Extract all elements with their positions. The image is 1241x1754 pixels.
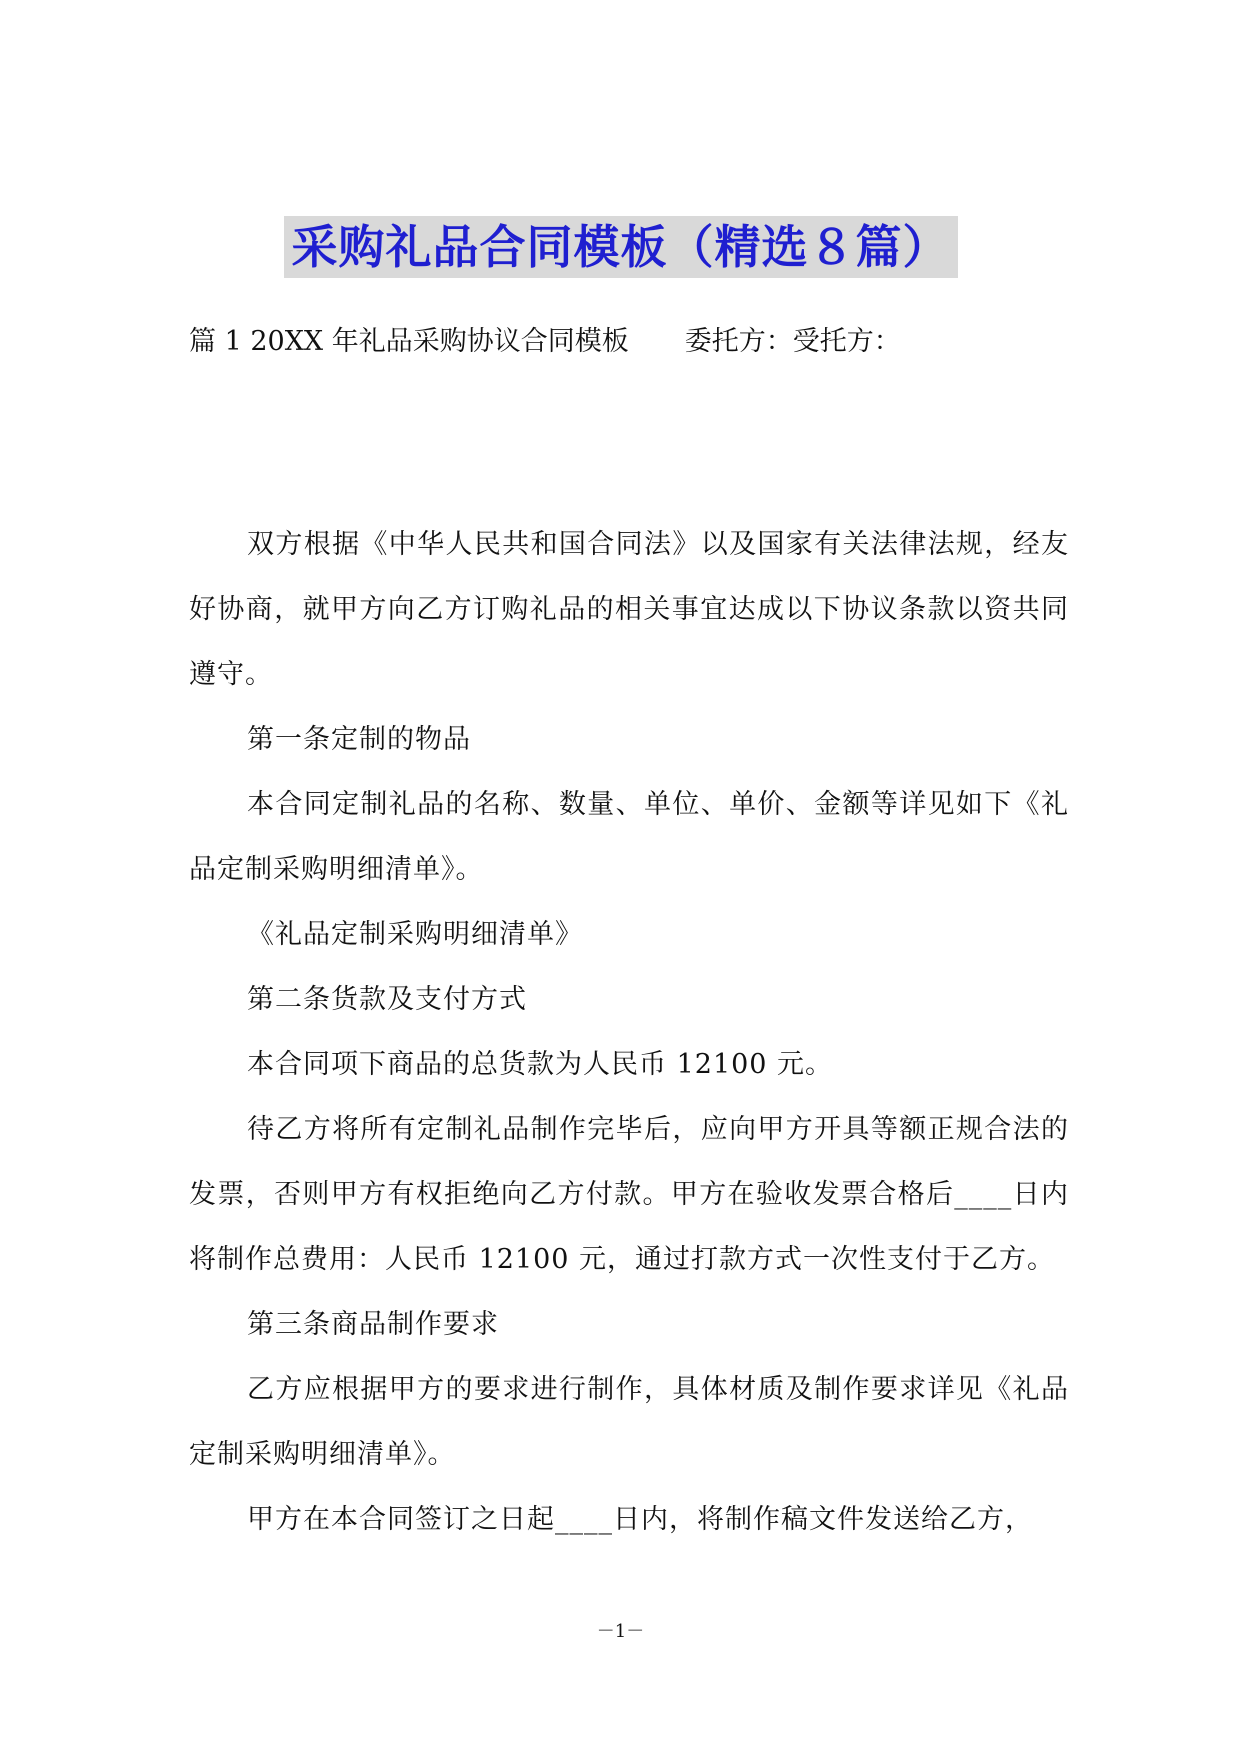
article-2-total: 本合同项下商品的总货款为人民币 12100 元。 [247, 1049, 834, 1080]
article-1-heading: 第一条定制的物品 [247, 724, 471, 755]
list-title: 《礼品定制采购明细清单》 [247, 919, 583, 950]
article-3-text: 乙方应根据甲方的要求进行制作，具体材质及制作要求详见《礼品定制采购明细清单》。 [189, 1374, 1069, 1470]
article-1-text: 本合同定制礼品的名称、数量、单位、单价、金额等详见如下《礼品定制采购明细清单》。 [189, 789, 1069, 885]
article-2-heading: 第二条货款及支付方式 [247, 984, 527, 1015]
article-2-payment: 待乙方将所有定制礼品制作完毕后，应向甲方开具等额正规合法的发票，否则甲方有权拒绝向乙方付款。甲方在验收发票合格后____日内将制作总费用：人民币 12100 元，通过打款方式一次性支付于乙方。 [189, 1114, 1069, 1275]
subheading-left: 篇 1 20XX 年礼品采购协议合同模板 [189, 326, 629, 357]
title-container [0, 216, 1241, 278]
subheading-right: 委托方：受托方： [684, 326, 901, 357]
document-title: 采购礼品合同模板（精选８篇） [284, 216, 958, 278]
paragraph-preamble: 双方根据《中华人民共和国合同法》以及国家有关法律法规，经友好协商，就甲方向乙方订购礼品的相关事宜达成以下协议条款以资共同遵守。 [189, 529, 1069, 690]
document-subheading [189, 322, 901, 362]
article-3-heading: 第三条商品制作要求 [247, 1309, 499, 1340]
document-body [189, 512, 1069, 1552]
article-3-continued: 甲方在本合同签订之日起____日内，将制作稿文件发送给乙方， [247, 1504, 1033, 1535]
page-number: －1－ [596, 1621, 645, 1642]
